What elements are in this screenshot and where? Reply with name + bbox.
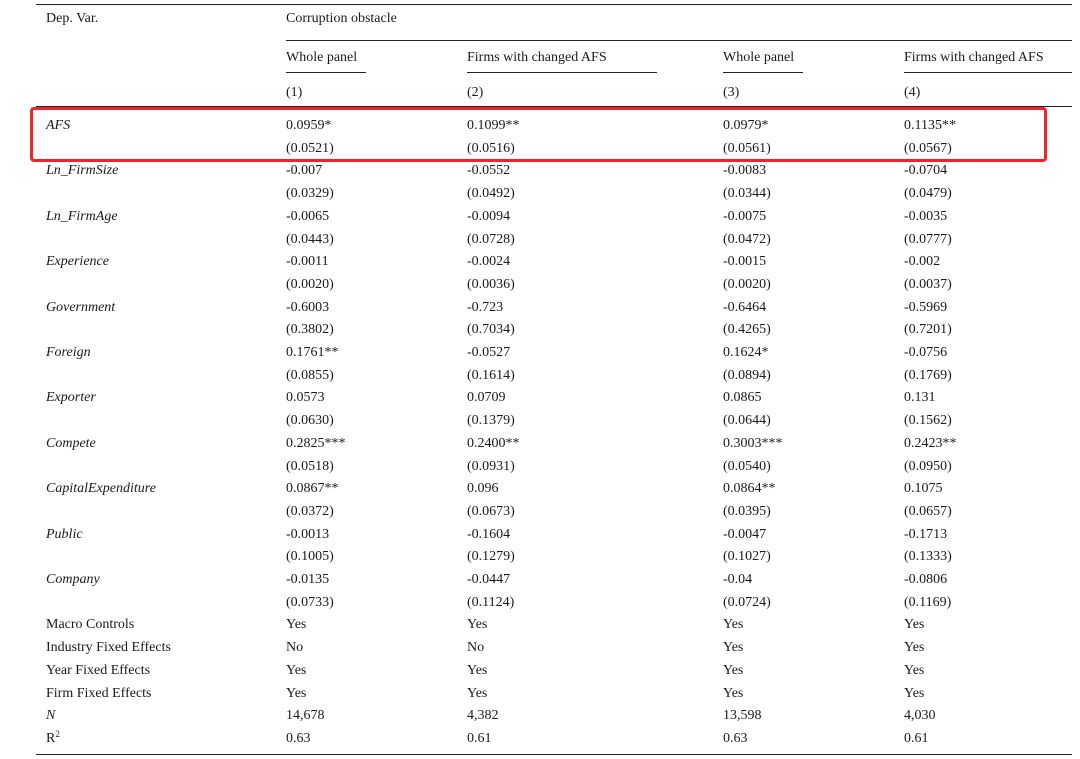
variable-label: Experience [46,254,109,270]
std-error-cell: (0.0728) [467,231,515,247]
coefficient-cell: -0.6464 [723,299,767,315]
std-error-cell: (0.0644) [723,413,771,429]
std-error-cell: (0.0472) [723,231,771,247]
std-error-cell: (0.0733) [286,594,334,610]
std-error-cell: (0.0443) [286,231,334,247]
stat-label [46,730,60,748]
coefficient-cell: -0.5969 [904,299,948,315]
coefficient-cell: 0.131 [904,390,936,406]
stat-value-cell: 0.63 [723,730,748,746]
stat-value-cell: 4,382 [467,708,499,724]
coefficient-cell: -0.0552 [467,163,511,179]
variable-label: Exporter [46,390,96,406]
column-number-3: (3) [723,85,740,100]
coefficient-cell: 0.2423** [904,435,957,451]
coefficient-cell: 0.0867** [286,481,339,497]
bottom-rule [36,754,1072,755]
coefficient-cell: 0.0864** [723,481,776,497]
variable-label: AFS [46,118,71,133]
std-error-cell: (0.0020) [286,276,334,292]
coefficient-cell: -0.0035 [904,208,948,224]
std-error-cell: (0.0329) [286,186,334,202]
std-error-cell: (0.1379) [467,413,515,429]
coefficient-cell: 0.0573 [286,390,325,406]
std-error-cell: (0.1124) [467,594,515,610]
coefficient-cell: 0.2825*** [286,435,346,451]
afs-highlight-box [30,107,1047,162]
coefficient-cell: 0.1075 [904,481,943,497]
control-value-cell: No [286,640,304,656]
std-error-cell: (0.1169) [904,594,952,610]
stat-value-cell: 0.61 [904,730,929,746]
std-error-cell: (0.1279) [467,549,515,565]
variable-label: Compete [46,435,96,451]
column-number-1: (1) [286,85,303,100]
control-value-cell: Yes [467,662,488,678]
stat-value-cell: 14,678 [286,708,325,724]
std-error-cell: (0.0561) [723,140,771,156]
stat-label [46,707,55,725]
coefficient-cell: -0.6003 [286,299,330,315]
variable-label: Ln_FirmSize [46,163,119,179]
std-error-cell: (0.0518) [286,458,334,474]
std-error-cell: (0.0950) [904,458,952,474]
stat-label-superscript: 2 [55,728,60,739]
coefficient-cell: -0.0527 [467,345,511,360]
coefficient-cell: 0.0959* [286,118,332,133]
coefficient-cell: 0.1135** [904,118,956,133]
top-rule [36,4,1072,5]
variable-label: Government [46,299,116,315]
coefficient-cell: -0.002 [904,254,941,270]
coefficient-cell: -0.0047 [723,526,767,542]
variable-label: Ln_FirmAge [46,208,118,224]
std-error-cell: (0.0777) [904,231,952,247]
control-value-cell: Yes [904,662,925,678]
control-value-cell: Yes [904,685,925,701]
control-value-cell: Yes [904,617,925,633]
coefficient-cell: 0.096 [467,481,499,497]
coefficient-cell: -0.1713 [904,526,948,542]
std-error-cell: (0.0657) [904,503,952,519]
coefficient-cell: -0.0135 [286,572,330,587]
column-subtitle-2: Firms with changed AFS [467,50,607,65]
column-underline-1 [286,72,366,73]
coefficient-cell: -0.0065 [286,208,330,224]
control-value-cell: Yes [723,640,744,656]
coefficient-cell: 0.2400** [467,435,520,451]
column-underline-4 [904,72,1072,73]
std-error-cell: (0.1027) [723,549,771,565]
control-value-cell: Yes [904,640,925,656]
std-error-cell: (0.0036) [467,276,515,292]
coefficient-cell: -0.0704 [904,163,948,179]
control-value-cell: No [467,640,485,656]
std-error-cell: (0.0894) [723,367,771,383]
std-error-cell: (0.3802) [286,322,334,338]
coefficient-cell: -0.1604 [467,526,511,542]
std-error-cell: (0.1614) [467,367,515,383]
control-value-cell: Yes [467,685,488,701]
std-error-cell: (0.7034) [467,322,515,338]
control-value-cell: Yes [467,617,488,633]
std-error-cell: (0.0931) [467,458,515,474]
coefficient-cell: -0.0806 [904,572,948,587]
std-error-cell: (0.4265) [723,322,771,338]
column-number-2: (2) [467,85,484,100]
control-value-cell: Yes [286,685,307,701]
std-error-cell: (0.1333) [904,549,952,565]
stat-value-cell: 13,598 [723,708,762,724]
std-error-cell: (0.0492) [467,186,515,202]
stat-value-cell: 4,030 [904,708,936,724]
control-label: Macro Controls [46,617,135,633]
stat-value-cell: 0.63 [286,730,311,746]
stat-label-text: N [46,708,56,724]
coefficient-cell: -0.04 [723,572,753,587]
variable-label: CapitalExpenditure [46,481,156,497]
std-error-cell: (0.0395) [723,503,771,519]
stat-value-cell: 0.61 [467,730,492,746]
column-subtitle-4: Firms with changed AFS [904,50,1044,65]
std-error-cell: (0.0344) [723,186,771,202]
std-error-cell: (0.0521) [286,140,334,156]
coefficient-cell: 0.1099** [467,118,520,133]
std-error-cell: (0.1769) [904,367,952,383]
coefficient-cell: -0.007 [286,163,323,179]
std-error-cell: (0.7201) [904,322,952,338]
coefficient-cell: 0.0979* [723,118,769,133]
column-subtitle-3: Whole panel [723,50,795,65]
control-label: Year Fixed Effects [46,662,151,678]
control-value-cell: Yes [723,617,744,633]
std-error-cell: (0.0724) [723,594,771,610]
std-error-cell: (0.0037) [904,276,952,292]
std-error-cell: (0.1005) [286,549,334,565]
std-error-cell: (0.0855) [286,367,334,383]
coefficient-cell: -0.0015 [723,254,767,270]
control-value-cell: Yes [723,662,744,678]
variable-label: Company [46,572,100,587]
control-value-cell: Yes [286,662,307,678]
coefficient-cell: 0.0709 [467,390,506,406]
coefficient-cell: 0.3003*** [723,435,783,451]
column-underline-2 [467,72,657,73]
std-error-cell: (0.0673) [467,503,515,519]
coefficient-cell: -0.0094 [467,208,511,224]
coefficient-cell: -0.0024 [467,254,511,270]
control-label: Industry Fixed Effects [46,640,171,656]
variable-label: Foreign [46,345,91,360]
std-error-cell: (0.0630) [286,413,334,429]
std-error-cell: (0.0020) [723,276,771,292]
control-value-cell: Yes [286,617,307,633]
coefficient-cell: 0.1761** [286,345,339,360]
std-error-cell: (0.0372) [286,503,334,519]
group-header-label: Corruption obstacle [286,11,397,26]
variable-label: Public [46,526,83,542]
std-error-cell: (0.0540) [723,458,771,474]
column-number-4: (4) [904,85,921,100]
std-error-cell: (0.0479) [904,186,952,202]
coefficient-cell: -0.0083 [723,163,767,179]
coefficient-cell: -0.0756 [904,345,948,360]
coefficient-cell: -0.0011 [286,254,329,270]
group-header-rule [286,40,1072,41]
coefficient-cell: -0.0013 [286,526,330,542]
stat-label-text: R [46,730,56,746]
dep-var-label: Dep. Var. [46,11,99,26]
control-value-cell: Yes [723,685,744,701]
coefficient-cell: -0.0075 [723,208,767,224]
coefficient-cell: 0.1624* [723,345,769,360]
std-error-cell: (0.0567) [904,140,952,156]
control-label: Firm Fixed Effects [46,685,152,701]
std-error-cell: (0.0516) [467,140,515,156]
coefficient-cell: 0.0865 [723,390,762,406]
column-subtitle-1: Whole panel [286,50,358,65]
std-error-cell: (0.1562) [904,413,952,429]
column-underline-3 [723,72,803,73]
coefficient-cell: -0.0447 [467,572,511,587]
coefficient-cell: -0.723 [467,299,504,315]
